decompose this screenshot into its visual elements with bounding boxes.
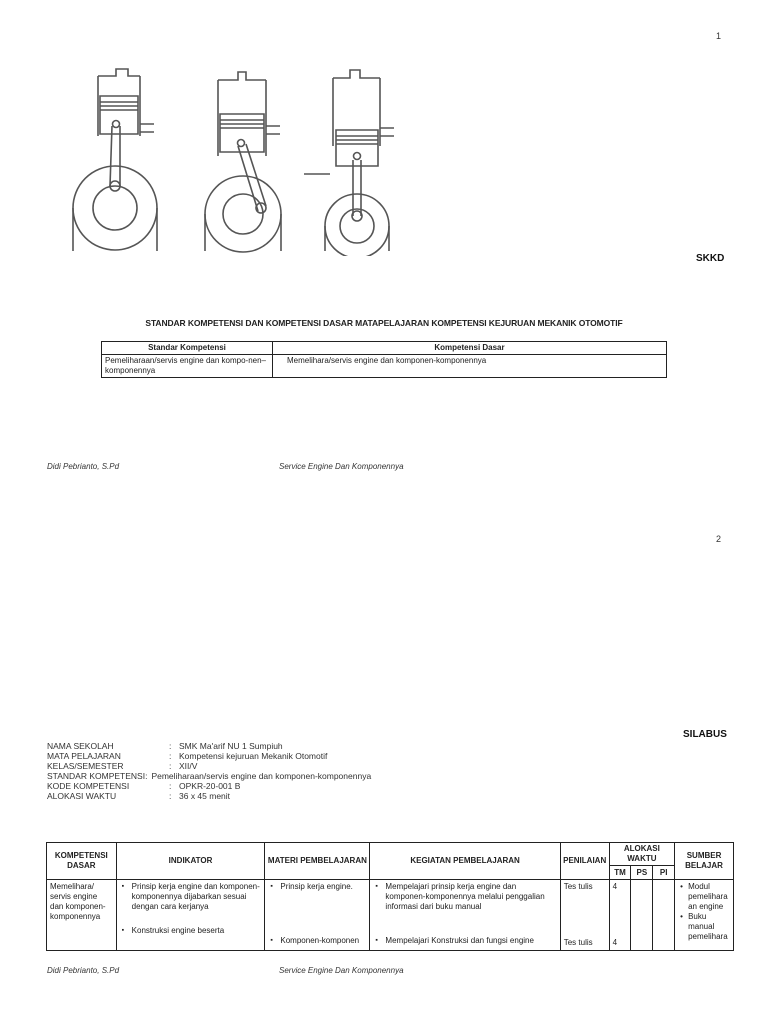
header-standar-kompetensi: Standar Kompetensi bbox=[102, 342, 273, 355]
footer-title-2: Service Engine Dan Komponennya bbox=[279, 966, 404, 975]
info-row-nama-sekolah bbox=[47, 741, 371, 751]
cell-ps bbox=[631, 880, 653, 951]
kegiatan-item: ▪ Mempelajari Konstruksi dan fungsi engine bbox=[385, 936, 556, 946]
cell-materi bbox=[265, 880, 370, 951]
header-indikator: INDIKATOR bbox=[116, 843, 265, 880]
cell-kegiatan bbox=[370, 880, 560, 951]
header-materi: MATERI PEMBELAJARAN bbox=[265, 843, 370, 880]
info-separator: : bbox=[169, 791, 172, 801]
info-separator: : bbox=[169, 761, 172, 771]
info-row-kelas-semester bbox=[47, 761, 371, 771]
header-pi: PI bbox=[653, 866, 675, 880]
info-value: SMK Ma'arif NU 1 Sumpiuh bbox=[179, 741, 283, 751]
info-row-mata-pelajaran bbox=[47, 751, 371, 761]
info-value: 36 x 45 menit bbox=[179, 791, 231, 801]
info-label: KELAS/SEMESTER bbox=[47, 761, 124, 771]
cell-standar-kompetensi: Pemeliharaan/servis engine dan kompo-nen–komponennya bbox=[102, 355, 273, 378]
section-label-skkd: SKKD bbox=[696, 253, 725, 264]
sumber-item: • Buku manual pemelihara bbox=[688, 912, 730, 942]
page-number-2: 2 bbox=[716, 534, 722, 544]
page-number-1: 1 bbox=[716, 31, 722, 41]
indikator-item: ▪ Konstruksi engine beserta bbox=[132, 926, 262, 936]
info-row-standar-kompetensi bbox=[47, 771, 371, 781]
tm-value: 4 bbox=[612, 882, 618, 891]
info-label: KODE KOMPETENSI bbox=[47, 781, 130, 791]
info-label: STANDAR KOMPETENSI: bbox=[47, 771, 148, 781]
cell-tm bbox=[609, 880, 631, 951]
cell-sumber-belajar bbox=[675, 880, 734, 951]
engine-figure-1 bbox=[73, 69, 157, 251]
header-ps: PS bbox=[631, 866, 653, 880]
header-kegiatan: KEGIATAN PEMBELAJARAN bbox=[370, 843, 560, 880]
info-separator: : bbox=[169, 751, 172, 761]
info-value: Kompetensi kejuruan Mekanik Otomotif bbox=[179, 751, 328, 761]
cell-kompetensi-dasar: Memelihara/ servis engine dan komponen-komponennya bbox=[47, 880, 117, 951]
header-tm: TM bbox=[609, 866, 631, 880]
engine-piston-diagram bbox=[68, 66, 408, 256]
penilaian-value: Tes tulis bbox=[563, 938, 593, 947]
sumber-item: • Modul pemelihara an engine bbox=[688, 882, 730, 912]
cell-penilaian bbox=[560, 880, 609, 951]
cell-indikator bbox=[116, 880, 265, 951]
materi-item: ▪ Prinsip kerja engine. bbox=[280, 882, 366, 892]
info-value: XII/V bbox=[179, 761, 198, 771]
footer-title-1: Service Engine Dan Komponennya bbox=[279, 462, 404, 471]
syllabus-info-block bbox=[47, 741, 371, 801]
kegiatan-item: ▪ Mempelajari prinsip kerja engine dan komponen-komponennya melalui penggalian informasi dari buku manual bbox=[385, 882, 556, 912]
cell-pi bbox=[653, 880, 675, 951]
header-kompetensi-dasar: KOMPETENSI DASAR bbox=[47, 843, 117, 880]
info-row-alokasi-waktu bbox=[47, 791, 371, 801]
page1-title: STANDAR KOMPETENSI DAN KOMPETENSI DASAR MATAPELAJARAN KOMPETENSI KEJURUAN MEKANIK OTOMOTIF bbox=[145, 318, 623, 328]
footer-author-1: Didi Pebrianto, S.Pd bbox=[47, 462, 120, 471]
penilaian-value: Tes tulis bbox=[563, 882, 593, 891]
info-row-kode-kompetensi bbox=[47, 781, 371, 791]
tm-value: 4 bbox=[612, 938, 618, 947]
footer-author-2: Didi Pebrianto, S.Pd bbox=[47, 966, 120, 975]
syllabus-table bbox=[46, 842, 734, 951]
materi-item: ▪ Komponen-komponen bbox=[280, 936, 366, 946]
section-label-silabus: SILABUS bbox=[683, 729, 727, 740]
info-separator: : bbox=[169, 741, 172, 751]
info-separator: : bbox=[169, 781, 172, 791]
indikator-item: ▪ Prinsip kerja engine dan komponen-komponennya dijabarkan sesuai dengan cara kerjanya bbox=[132, 882, 262, 912]
info-label: MATA PELAJARAN bbox=[47, 751, 121, 761]
header-alokasi-waktu: ALOKASI WAKTU bbox=[609, 843, 674, 866]
info-value: Pemeliharaan/servis engine dan komponen-komponennya bbox=[151, 771, 372, 781]
info-value: OPKR-20-001 B bbox=[179, 781, 241, 791]
header-sumber-belajar: SUMBER BELAJAR bbox=[675, 843, 734, 880]
competency-table bbox=[101, 341, 667, 378]
cell-kompetensi-dasar: Memelihara/servis engine dan komponen-komponennya bbox=[273, 355, 667, 378]
info-label: ALOKASI WAKTU bbox=[47, 791, 117, 801]
engine-figure-2 bbox=[205, 72, 281, 252]
info-label: NAMA SEKOLAH bbox=[47, 741, 114, 751]
header-penilaian: PENILAIAN bbox=[560, 843, 609, 880]
engine-figure-3 bbox=[304, 70, 394, 256]
header-kompetensi-dasar: Kompetensi Dasar bbox=[273, 342, 667, 355]
